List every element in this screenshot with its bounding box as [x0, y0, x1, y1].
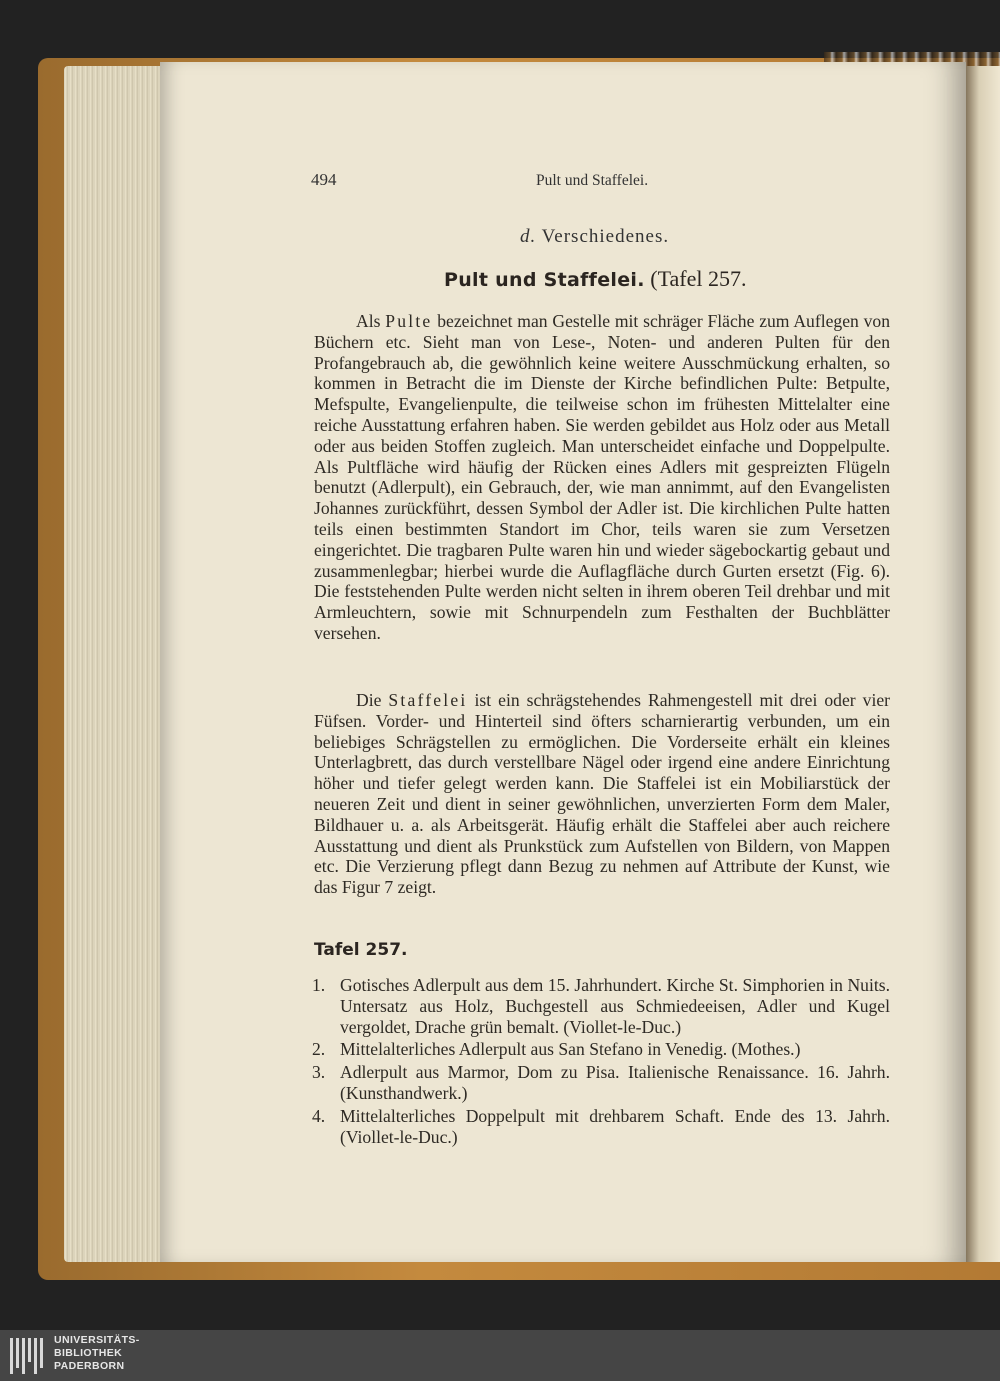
library-name-line3: PADERBORN	[54, 1360, 125, 1372]
list-item-number: 4.	[312, 1105, 326, 1126]
list-item-number: 3.	[312, 1062, 326, 1083]
list-item	[312, 1062, 890, 1104]
paragraph-body: bezeichnet man Gestelle mit schräger Fläche zum Auflegen von Büchern etc. Sieht man von Lese-, Noten- und anderen Pulten für den Profangebrauch ab, die gewöhnlich keine weitere Ausschmückung erhalten, so kommen in Betracht die im Dienste der Kirche befindlichen Pulte: Betpulte, Mefspulte, Evangelienpulte, die teilweise schon im frühesten Mittelalter eine reiche Ausstattung erfahren haben. Sie werden gebildet aus Holz oder aus Metall oder aus beiden Stoffen zugleich. Man unterscheidet einfache und Doppelpulte. Als Pultfläche wird häufig der Rücken eines Adlers mit gespreizten Flügeln benutzt (Adlerpult), ein Gebrauch, der, wie man annimmt, auf den Evangelisten Johannes zurückführt, dessen Symbol der Adler ist. Die kirchlichen Pulte hatten teils einen bestimmten Standort im Chor, teils waren sie zum Versetzen eingerichtet. Die tragbaren Pulte waren hin und wieder sägebockartig gebaut und zusammenlegbar; hierbei wurde die Auflagfläche durch Gurten ersetzt (Fig. 6). Die feststehenden Pulte werden nicht selten in ihrem oberen Teil drehbar und mit Armleuchtern, sowie mit Schnurpendeln zum Festhalten der Buchblätter versehen.	[314, 311, 890, 643]
paragraph-start: Als	[356, 311, 386, 331]
list-item	[312, 975, 890, 1037]
list-item-text: Adlerpult aus Marmor, Dom zu Pisa. Italienische Renaissance. 16. Jahrh. (Kunsthandwerk.)	[340, 1062, 890, 1103]
list-item	[312, 1106, 890, 1148]
list-item-text: Mittelalterliches Doppelpult mit drehbarem Schaft. Ende des 13. Jahrh. (Viollet-le-Duc.)	[340, 1105, 890, 1147]
library-name-line1: UNIVERSITÄTS-	[54, 1334, 140, 1346]
paragraph-staffelei	[314, 690, 890, 898]
facing-page-edge	[962, 66, 1000, 1262]
paragraph-pulte	[314, 311, 890, 644]
paragraph-body: ist ein schrägstehendes Rahmengestell mit drei oder vier Füfsen. Vorder- und Hinterteil sind öfters scharnierartig verbunden, um ein beliebiges Schrägstellen zu ermöglichen. Die Vorderseite erhält ein kleines Unterlagbrett, das durch verstellbare Nägel oder irgend eine andere Einrichtung höher und tiefer gelegt werden kann. Die Staffelei ist ein Mobiliarstück der neueren Zeit und dient in seiner gewöhnlichen, unverzierten Form dem Maler, Bildhauer u. a. als Arbeitsgerät. Häufig erhält die Staffelei aber auch reichere Ausstattung und dient als Prunkstück zum Aufstellen von Bildern, von Mappen etc. Die Verzierung pflegt dann Bezug zu nehmen auf Attribute der Kunst, wie das Figur 7 zeigt.	[314, 690, 890, 898]
section-heading	[520, 226, 669, 248]
library-name	[54, 1334, 140, 1373]
list-item	[312, 1039, 890, 1060]
chapter-title	[444, 266, 746, 292]
section-name: Verschiedenes.	[541, 226, 670, 247]
chapter-title-bold: Pult und Staffelei.	[444, 269, 645, 291]
list-item-number: 1.	[312, 975, 326, 995]
library-logo-icon	[10, 1338, 48, 1374]
tafel-list	[312, 975, 890, 1149]
chapter-title-ref: (Tafel 257.	[650, 266, 747, 291]
page-number: 494	[311, 170, 337, 189]
library-footer	[0, 1330, 1000, 1381]
list-item-text: Gotisches Adlerpult aus dem 15. Jahrhundert. Kirche St. Simphorien in Nuits. Untersatz aus Holz, Buchgestell aus Schmiedeeisen, Adler und Kugel vergoldet, Drache grün bemalt. (Viollet-le-Duc.)	[340, 975, 890, 1037]
tafel-heading: Tafel 257.	[314, 940, 408, 960]
paragraph-start: Die	[356, 690, 389, 710]
section-letter: d.	[520, 226, 537, 247]
spaced-term-staffelei: Staffelei	[388, 690, 468, 710]
spaced-term-pulte: Pulte	[385, 311, 433, 331]
list-item-text: Mittelalterliches Adlerpult aus San Stefano in Venedig. (Mothes.)	[340, 1039, 801, 1060]
list-item-number: 2.	[312, 1039, 326, 1060]
running-title: Pult und Staffelei.	[536, 172, 649, 189]
library-name-line2: BIBLIOTHEK	[54, 1347, 123, 1359]
